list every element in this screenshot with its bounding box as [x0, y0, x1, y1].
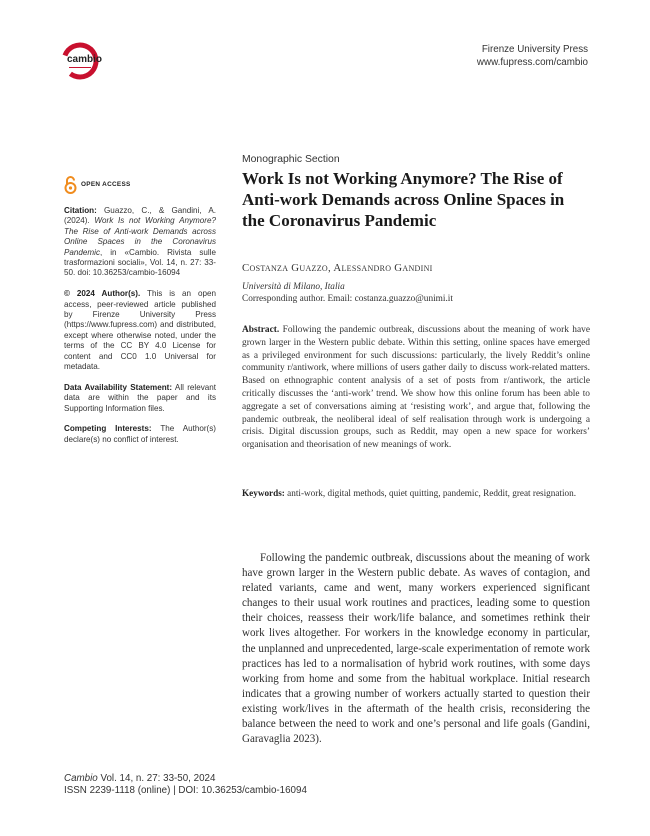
- footer-issn: ISSN 2239-1118 (online) | DOI: 10.36253/cambio-16094: [64, 785, 307, 796]
- data-availability-text: All relevant data are within the paper and its Supporting Information files.: [64, 382, 216, 413]
- citation-journal: , in «Cambio. Rivista sulle trasformazioni sociali», Vol. 14, n. 27: 33-50. doi: 10.36253/cambio-16094: [64, 247, 216, 278]
- affiliation-block: [242, 281, 590, 305]
- competing-interests-text: The Author(s) declare(s) no conflict of interest.: [64, 424, 216, 444]
- copyright-block: [64, 289, 216, 372]
- footer-issue: Vol. 14, n. 27: 33-50, 2024: [97, 773, 216, 784]
- logo-label: cambio: [67, 54, 103, 65]
- article-authors: Costanza Guazzo, Alessandro Gandini: [242, 262, 433, 274]
- publisher-info: [388, 43, 588, 69]
- abstract-label: Abstract.: [242, 325, 280, 335]
- keywords-text: anti-work, digital methods, quiet quitting, pandemic, Reddit, great resignation.: [287, 488, 577, 498]
- corresponding-author: Corresponding author. Email: costanza.guazzo@unimi.it: [242, 294, 453, 304]
- footer-journal: Cambio: [64, 773, 98, 784]
- body-paragraph: Following the pandemic outbreak, discussions about the meaning of work have grown larger in the Western public debate. As waves of contagion, and related variants, came and went, many workers experienced significant changes to their usual work routines and practices, leading some to question their choices, reassess their work/life balance, and sometimes rethink their work lives altogether. For workers in the knowledge economy in particular, the unplanned and unprecedented, large-scale experimentation of remote work practices has led to a normalisation of hybrid work routines, with some days working from home and some from the habitual workplace. Initial research indicates that a growing number of workers actually started to question their existing work/lives in the aftermath of the health crisis, reconsidering the balance between the need to work and one’s personal and life goals (Gandini, Garavaglia 2023).: [242, 552, 590, 746]
- citation-label: Citation:: [64, 206, 97, 215]
- article-title: Work Is not Working Anymore? The Rise of Anti-work Demands across Online Spaces in the Coronavirus Pandemic: [242, 169, 565, 230]
- affiliation: Università di Milano, Italia: [242, 282, 345, 292]
- citation-block: [64, 206, 216, 279]
- publisher-url[interactable]: www.fupress.com/cambio: [476, 57, 588, 68]
- citation-title: Work Is not Working Anymore? The Rise of Anti-work Demands across Online Spaces in the Coronavirus Pandemic: [64, 216, 216, 257]
- keywords: [242, 487, 637, 499]
- open-lock-icon: [64, 176, 77, 194]
- section-label: Monographic Section: [242, 154, 340, 165]
- journal-logo: [60, 41, 118, 81]
- copyright-text: This is an open access, peer-reviewed article published by Firenze University Press (https://www.fupress.com) and distributed, except where otherwise noted, under the terms of the CC BY 4.0 License for content and CC0 1.0 Universal for metadata.: [64, 289, 216, 372]
- abstract: [242, 324, 590, 452]
- citation-authors: Guazzo, C., & Gandini, A. (2024).: [64, 206, 216, 226]
- competing-interests-block: [64, 424, 216, 445]
- article-sidebar: [64, 206, 216, 456]
- abstract-text: Following the pandemic outbreak, discussions about the meaning of work have grown larger in the Western public debate. Within this setting, online spaces have emerged as a privileged environment for such discussions: particularly, the lively Reddit’s online community r/antiwork, where millions of users gather daily to discuss work-related matters. Based on ethnographic content analysis of a set of posts from r/antiwork, the article critically discusses the ‘anti-work’ trend. We show how this online forum has been able to aggregate a set of conversations aiming at ‘resisting work’, and argue that, following the pandemic outbreak, the neoliberal ideal of self realisation through work is undergoing a crisis. Digital discussion groups, such as Reddit, may open a new space for workers’ organisation and theorisation of new meanings of work.: [242, 325, 590, 451]
- data-availability-block: [64, 383, 216, 414]
- competing-interests-label: Competing Interests:: [64, 424, 152, 434]
- publisher-name: Firenze University Press: [481, 44, 588, 55]
- data-availability-label: Data Availability Statement:: [64, 382, 173, 392]
- open-access-label: OPEN ACCESS: [81, 181, 131, 188]
- page-footer: [64, 773, 307, 797]
- keywords-label: Keywords:: [242, 488, 285, 498]
- footer-citation: [64, 773, 307, 785]
- copyright-label: © 2024 Author(s).: [64, 289, 141, 299]
